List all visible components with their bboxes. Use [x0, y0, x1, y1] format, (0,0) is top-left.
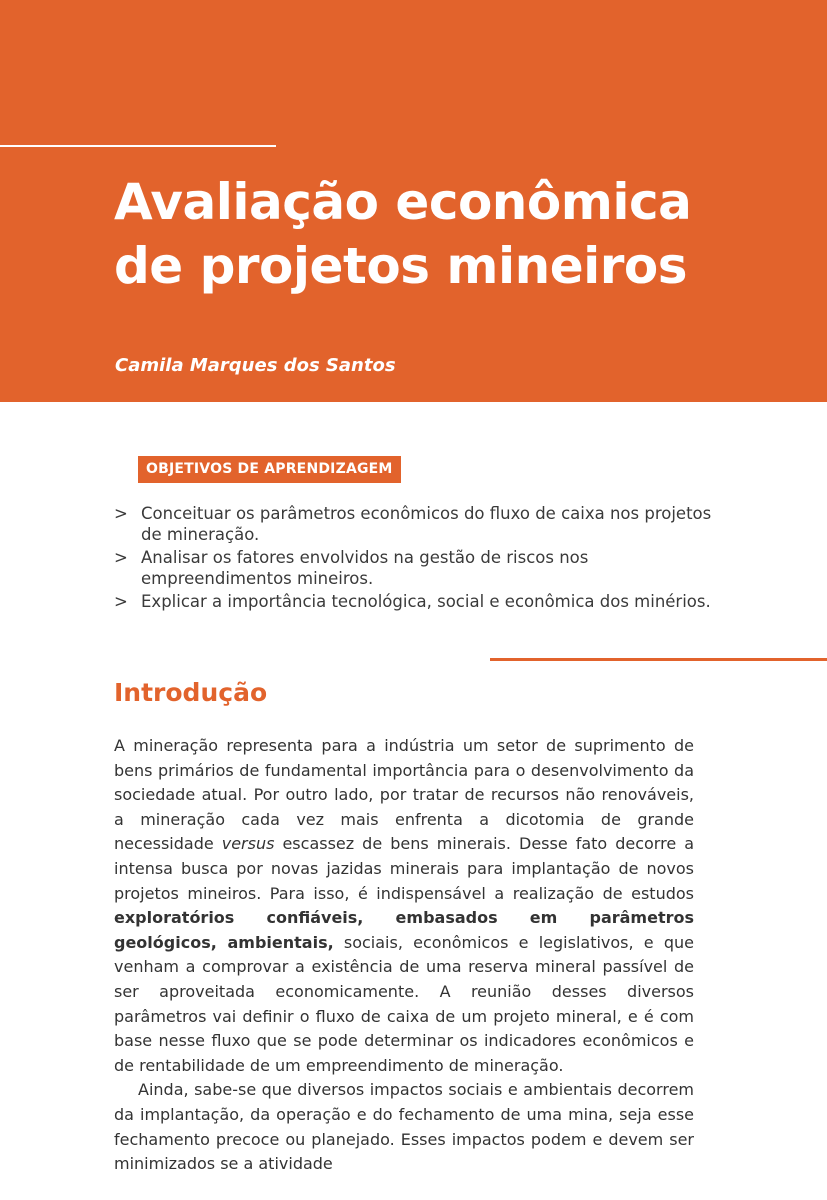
objective-text: Conceituar os parâmetros econômicos do fluxo de caixa nos projetos de mineração.: [141, 504, 712, 544]
objectives-badge: OBJETIVOS DE APRENDIZAGEM: [138, 456, 401, 483]
bullet-chevron-icon: >: [114, 548, 128, 567]
chapter-title-line-2: de projetos mineiros: [114, 237, 688, 295]
paragraph-text: sociais, econômicos e legislativos, e que venham a comprovar a existência de uma reserva mineral passível de ser aproveitada economicamente. A reunião desses diversos parâmetros vai definir o fluxo de caixa de um projeto mineral, e é com base nesse fluxo que se pode determinar os indicadores econômicos e de rentabilidade de um empreendimento de mineração.: [114, 932, 694, 1075]
paragraph-text: A mineração representa para a indústria um setor de suprimento de bens primários de fundamental importância para o desenvolvimento da sociedade atual. Por outro lado, por tratar de recursos não renováveis, a mineração cada vez mais enfrenta a dicotomia de grande necessidade: [114, 736, 694, 854]
objective-item: [114, 591, 714, 612]
section-heading: Introdução: [114, 678, 268, 707]
section-divider: [490, 658, 827, 661]
chapter-title-line-1: Avaliação econômica: [114, 173, 692, 231]
bullet-chevron-icon: >: [114, 592, 128, 611]
paragraph-text: escassez de bens minerais. Desse fato decorre a intensa busca por novas jazidas minerais para implantação de novos projetos mineiros. Para isso, é indispensável a realização de estudos: [114, 834, 694, 903]
paragraph: Ainda, sabe-se que diversos impactos sociais e ambientais decorrem da implantação, da operação e do fechamento de uma mina, seja esse fechamento precoce ou planejado. Esses impactos podem e devem ser minimizados se a atividade: [114, 1080, 694, 1174]
emphasis-text: versus: [221, 834, 275, 854]
objective-item: [114, 547, 714, 589]
header-divider: [0, 145, 276, 147]
paragraph: [114, 734, 694, 1078]
objectives-list: [114, 503, 714, 614]
objective-item: [114, 503, 714, 545]
author-name: Camila Marques dos Santos: [115, 355, 396, 376]
body-text: [114, 734, 694, 1177]
bullet-chevron-icon: >: [114, 504, 128, 523]
bold-text: exploratórios confiáveis, embasados em parâmetros geológicos, ambientais,: [114, 908, 694, 952]
objective-text: Explicar a importância tecnológica, social e econômica dos minérios.: [141, 592, 711, 611]
chapter-title: [114, 170, 794, 298]
objective-text: Analisar os fatores envolvidos na gestão de riscos nos empreendimentos mineiros.: [141, 548, 589, 588]
